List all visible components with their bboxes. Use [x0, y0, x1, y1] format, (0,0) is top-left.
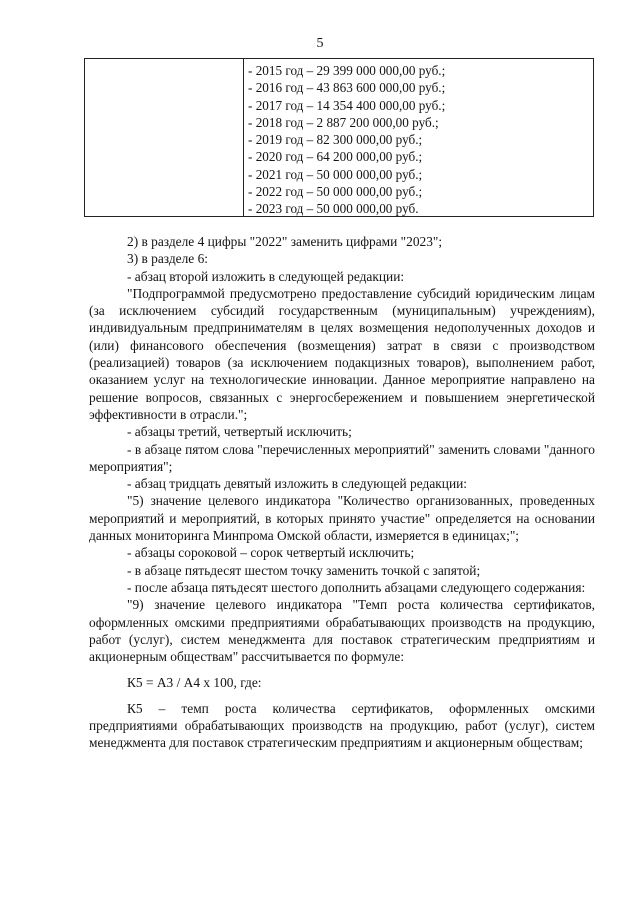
funding-year-row: - 2020 год – 64 200 000,00 руб.; — [248, 149, 423, 165]
amendment-exclude-40-44: - абзацы сороковой – сорок четвертый исключить; — [127, 545, 415, 561]
quoted-subprogram-text: "Подпрограммой предусмотрено предоставление субсидий юридическим лицам (за исключением субсидий государственным (муниципальным) учреждениям), индивидуальным предпринимателям в целях возмещения недополученных доходов и (или) финансового обеспечения (возмещения) затрат в связи с производством (реализацией) товаров (за исключением подакцизных товаров), выполнением работ, оказанием услуг на технологические инновации. Данное мероприятие направлено на решение вопросов, связанных с энергосбережением и повышением энергетической эффективности в отрасли."; — [89, 285, 595, 422]
amendment-paragraph-5: - в абзаце пятом слова "перечисленных мероприятий" заменить словами "данного мероприятия"; — [89, 441, 595, 474]
amendment-paragraph-39-intro: - абзац тридцать девятый изложить в следующей редакции: — [127, 476, 468, 492]
quoted-indicator-9: "9) значение целевого индикатора "Темп роста количества сертификатов, оформленных омскими предприятиями обрабатывающих производств на продукцию, работ (услуг), систем менеджмента для поставок стратегическим предприятиям и акционерным обществам" рассчитывается по формуле: — [89, 597, 595, 665]
amendment-paragraph-2-intro: - абзац второй изложить в следующей редакции: — [127, 268, 405, 284]
amendment-paragraph-56: - в абзаце пятьдесят шестом точку заменить точкой с запятой; — [127, 562, 481, 578]
table-column-divider — [243, 59, 244, 216]
funding-year-row: - 2023 год – 50 000 000,00 руб. — [248, 201, 419, 217]
document-body — [89, 233, 595, 752]
funding-year-row: - 2016 год – 43 863 600 000,00 руб.; — [248, 80, 446, 96]
funding-year-row: - 2019 год – 82 300 000,00 руб.; — [248, 132, 423, 148]
formula: К5 = А3 / А4 х 100, где: — [127, 675, 262, 691]
quoted-indicator-5: "5) значение целевого индикатора "Количество организованных, проведенных мероприятий и мероприятий, в которых принято участие" определяется на основании данных мониторинга Минпрома Омской области, измеряется в единицах;"; — [89, 493, 595, 544]
funding-year-row: - 2017 год – 14 354 400 000,00 руб.; — [248, 97, 446, 113]
formula-definition: К5 – темп роста количества сертификатов, оформленных омскими предприятиями обрабатывающих производств на продукцию, работ (услуг), систем менеджмента для поставок стратегическим предприятиям и акционерным обществам; — [89, 700, 595, 751]
page-number: 5 — [316, 36, 324, 51]
amendment-item-2: 2) в разделе 4 цифры "2022" заменить цифрами "2023"; — [127, 234, 443, 249]
funding-year-row: - 2018 год – 2 887 200 000,00 руб.; — [248, 114, 439, 130]
funding-by-year-cell — [248, 62, 445, 218]
amendment-item-3: 3) в разделе 6: — [127, 251, 209, 267]
funding-year-row: - 2015 год – 29 399 000 000,00 руб.; — [248, 63, 446, 78]
amendment-exclude-3-4: - абзацы третий, четвертый исключить; — [127, 424, 352, 440]
funding-year-row: - 2022 год – 50 000 000,00 руб.; — [248, 184, 423, 200]
amendment-add-after-56: - после абзаца пятьдесят шестого дополнить абзацами следующего содержания: — [127, 579, 586, 595]
funding-year-row: - 2021 год – 50 000 000,00 руб.; — [248, 166, 423, 182]
funding-table — [84, 58, 594, 217]
